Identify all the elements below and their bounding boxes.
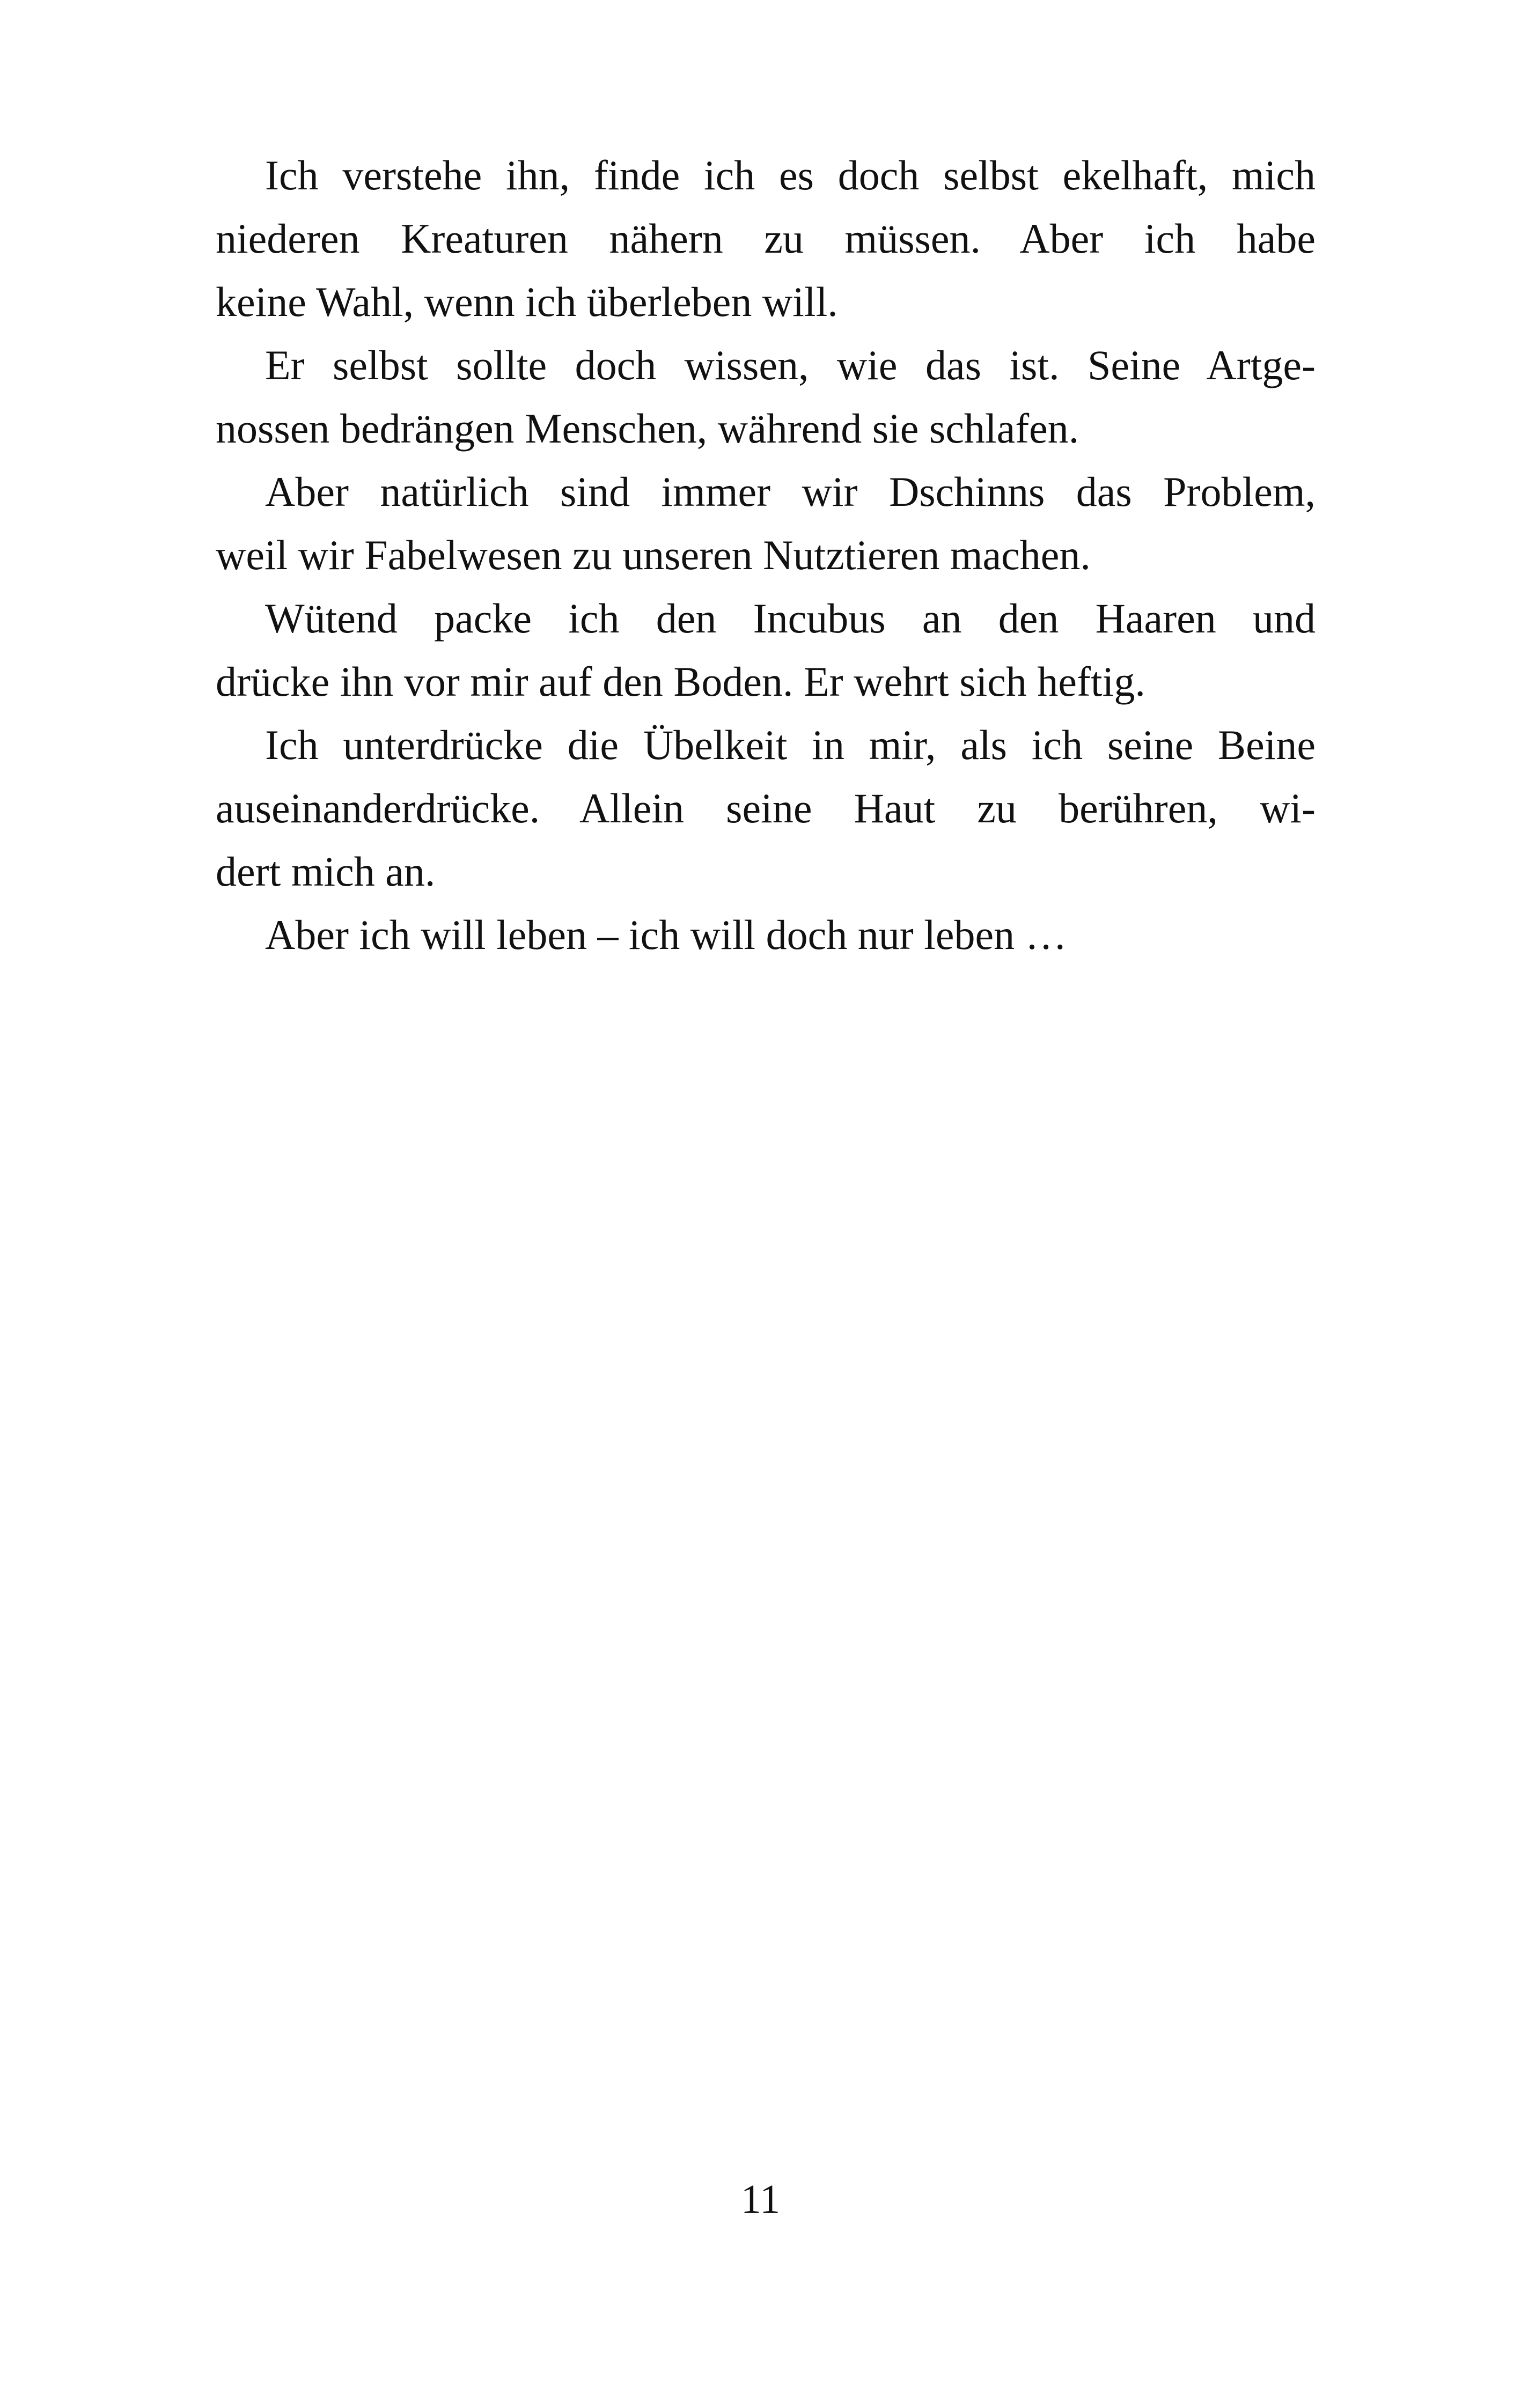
paragraph-5	[216, 713, 1316, 903]
text-line: Wütend packe ich den Incubus an den Haaren und	[265, 595, 1316, 642]
paragraph-6	[216, 903, 1316, 967]
paragraph-1	[216, 144, 1316, 334]
body-text	[216, 144, 1316, 967]
paragraph-2	[216, 334, 1316, 460]
text-line: drücke ihn vor mir auf den Boden. Er wehrt sich heftig.	[216, 658, 1145, 705]
text-line: Aber ich will leben – ich will doch nur leben …	[265, 911, 1067, 958]
text-line: Aber natürlich sind immer wir Dschinns das Problem,	[265, 468, 1316, 515]
text-line: Ich unterdrücke die Übelkeit in mir, als ich seine Beine	[265, 721, 1316, 768]
text-line: dert mich an.	[216, 848, 436, 895]
text-line: keine Wahl, wenn ich überleben will.	[216, 278, 838, 325]
text-line: nossen bedrängen Menschen, während sie schlafen.	[216, 405, 1079, 452]
paragraph-3	[216, 460, 1316, 587]
page-number: 11	[740, 2177, 781, 2222]
text-line: Ich verstehe ihn, finde ich es doch selbst ekelhaft, mich	[265, 152, 1316, 198]
text-line: auseinanderdrücke. Allein seine Haut zu berühren, wi-	[216, 785, 1316, 831]
text-line: weil wir Fabelwesen zu unseren Nutztieren machen.	[216, 532, 1091, 578]
text-line: niederen Kreaturen nähern zu müssen. Aber ich habe	[216, 215, 1316, 262]
text-line: Er selbst sollte doch wissen, wie das ist. Seine Artge-	[265, 342, 1316, 388]
paragraph-4	[216, 587, 1316, 713]
